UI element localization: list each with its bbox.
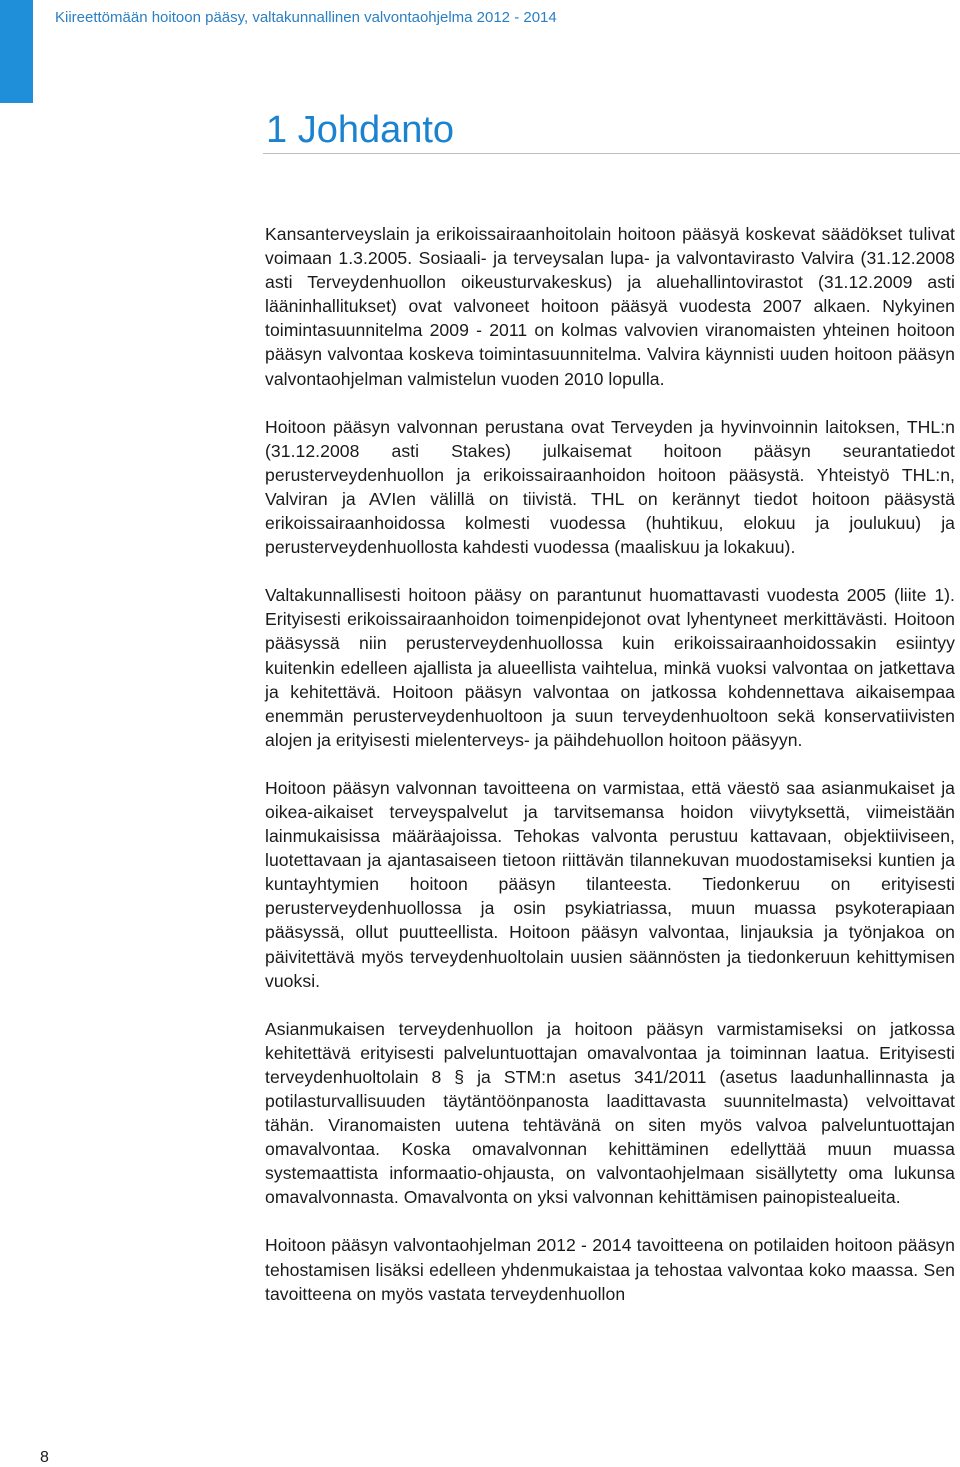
title-divider xyxy=(263,153,960,154)
accent-color-block xyxy=(0,0,33,103)
paragraph-3: Valtakunnallisesti hoitoon pääsy on parantunut huomattavasti vuodesta 2005 (liite 1). Erityisesti erikoissairaanhoidon toimenpidejonot ovat lyhentyneet merkittävästi. Hoitoon pääsyssä niin perusterveydenhuollossa kuin erikoissairaanhoidossakin esiintyy kuitenkin edelleen ajallista ja alueellista vaihtelua, minkä vuoksi valvontaa on jatkettava ja kehitettävä. Hoitoon pääsyn valvontaa on jatkossa kohdennettava aikaisempaa enemmän perusterveydenhuoltoon ja suun terveydenhuoltoon sekä konservatiivisten alojen ja erityisesti mielenterveys- ja päihdehuollon hoitoon pääsyyn. xyxy=(265,585,955,750)
paragraph-4: Hoitoon pääsyn valvonnan tavoitteena on varmistaa, että väestö saa asianmukaiset ja oikea-aikaiset terveyspalvelut ja tarvitsemansa hoidon viivytyksettä, viimeistään lainmukaisissa määräajoissa. Tehokas valvonta perustuu kattavaan, objektiiviseen, luotettavaan ja ajantasaiseen tietoon riittävän tilannekuvan muodostamiseksi kuntien ja kuntayhtymien hoitoon pääsyn tilanteesta. Tiedonkeruu on erityisesti perusterveydenhuollossa ja osin psykiatriassa, muun muassa psykoterapiaan pääsyssä, ollut puutteellista. Hoitoon pääsyn valvontaa, linjauksia ja työnjakoa on päivitettävä myös terveydenhuoltolain uusien säännösten ja tiedonkeruun kehittymisen vuoksi. xyxy=(265,777,955,991)
page-number: 8 xyxy=(40,1449,49,1466)
paragraph-6: Hoitoon pääsyn valvontaohjelman 2012 - 2014 tavoitteena on potilaiden hoitoon pääsyn tehostamisen lisäksi edelleen yhdenmukaistaa ja tehostaa valvontaa koko maassa. Sen tavoitteena on myös vastata terveydenhuollon xyxy=(265,1235,955,1304)
paragraph-5: Asianmukaisen terveydenhuollon ja hoitoon pääsyn varmistamiseksi on jatkossa kehitettävä erityisesti palveluntuottajan omavalvontaa ja toiminnan laatua. Erityisesti terveydenhuoltolain 8 § ja STM:n asetus 341/2011 (asetus laadunhallinnasta ja potilasturvallisuuden täytäntöönpanosta laadittavasta suunnitelmasta) velvoittavat tähän. Viranomaisten uutena tehtävänä on siten myös valvoa palveluntuottajan omavalvontaa. Koska omavalvonnan kehittäminen edellyttää muun muassa systemaattista informaatio-ohjausta, on valvontaohjelmaan sisällytetty oma lukunsa omavalvonnasta. Omavalvonta on yksi valvonnan kehittämisen painopistealueita. xyxy=(265,1018,955,1208)
paragraph-1: Kansanterveyslain ja erikoissairaanhoitolain hoitoon pääsyä koskevat säädökset tulivat voimaan 1.3.2005. Sosiaali- ja terveysalan lupa- ja valvontavirasto Valvira (31.12.2008 asti Terveydenhuollon oikeusturvakeskus) ja aluehallintovirastot (31.12.2009 asti lääninhallitukset) ovat valvoneet hoitoon pääsyä vuodesta 2007 alkaen. Nykyinen toimintasuunnitelma 2009 - 2011 on kolmas valvovien viranomaisten yhteinen hoitoon pääsyn valvontaa koskeva toimintasuunnitelma. Valvira käynnisti uuden hoitoon pääsyn valvontaohjelman valmistelun vuoden 2010 lopulla. xyxy=(265,224,955,389)
body-text xyxy=(265,222,955,1330)
paragraph-2: Hoitoon pääsyn valvonnan perustana ovat Terveyden ja hyvinvoinnin laitoksen, THL:n (31.12.2008 asti Stakes) julkaisemat hoitoon pääsyn seurantatiedot perusterveydenhuollon ja erikoissairaanhoidon hoitoon pääsystä. Yhteistyö THL:n, Valviran ja AVIen välillä on tiivistä. THL on kerännyt tiedot hoitoon pääsystä erikoissairaanhoidossa kolmesti vuodessa (huhtikuu, elokuu ja joulukuu) ja perusterveydenhuollosta kahdesti vuodessa (maaliskuu ja lokakuu). xyxy=(265,416,955,558)
chapter-title: 1 Johdanto xyxy=(266,109,455,151)
running-header: Kiireettömään hoitoon pääsy, valtakunnallinen valvontaohjelma 2012 - 2014 xyxy=(55,9,557,26)
